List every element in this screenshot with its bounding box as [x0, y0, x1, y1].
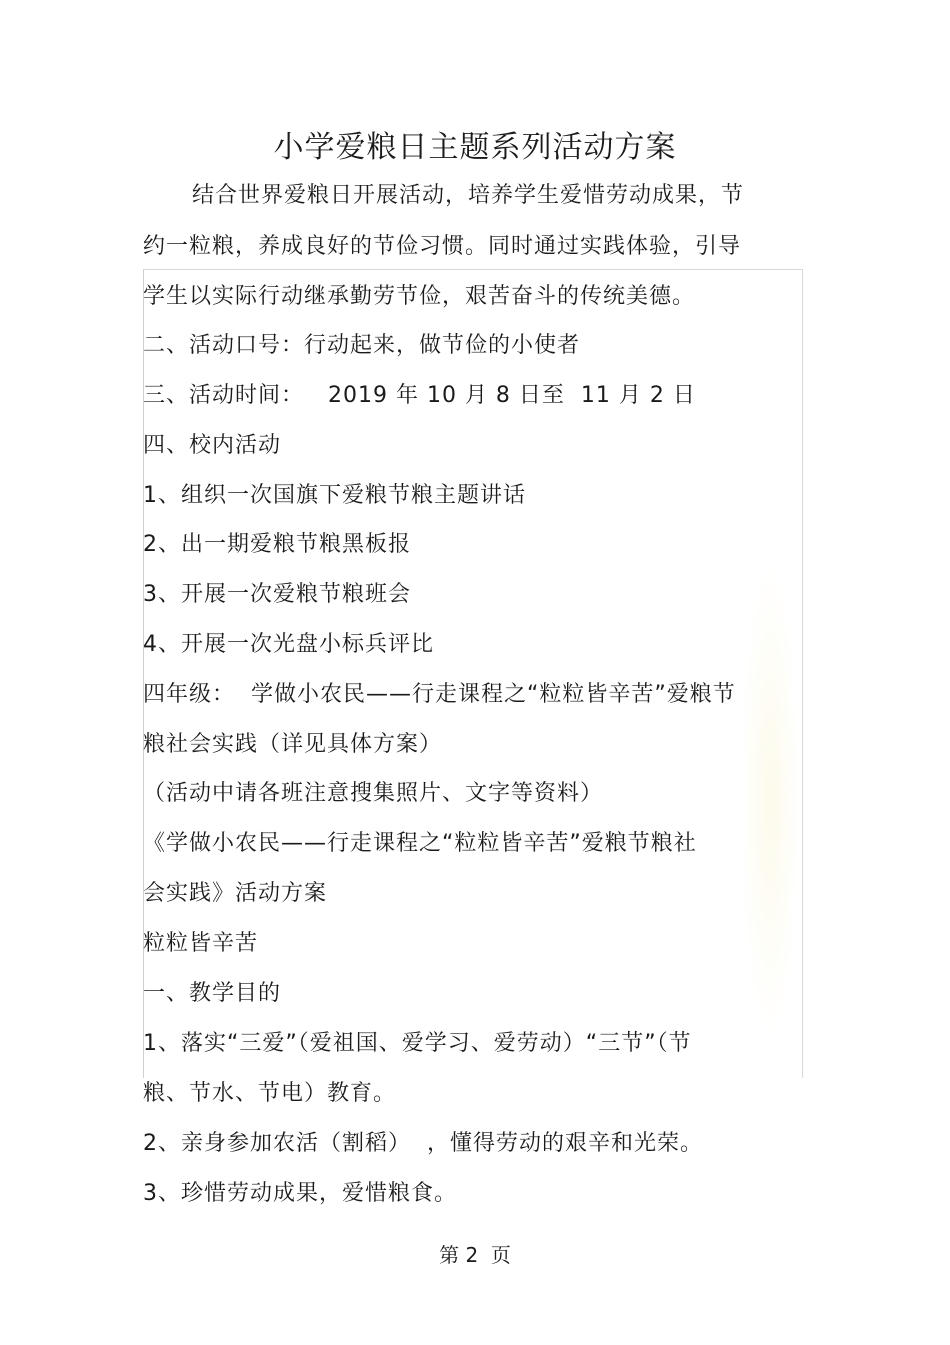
section-heading: 粒粒皆辛苦 — [143, 931, 259, 956]
paragraph-line: 学生以实际行动继承勤劳节俭，艰苦奋斗的传统美德。 — [143, 284, 696, 309]
paragraph-line: 四年级： 学做小农民——行走课程之“粒粒皆辛苦”爱粮节 — [143, 682, 736, 707]
paragraph-line: 《学做小农民——行走课程之“粒粒皆辛苦”爱粮节粮社 — [143, 831, 697, 856]
section-heading: 三、活动时间： 2019 年 10 月 8 日至 11 月 2 日 — [143, 383, 696, 408]
list-item: 3、开展一次爱粮节粮班会 — [143, 582, 411, 607]
paragraph-line: 会实践》活动方案 — [143, 881, 328, 906]
section-heading: 一、教学目的 — [143, 981, 282, 1006]
document-title: 小学爱粮日主题系列活动方案 — [273, 130, 677, 165]
list-item: 3、珍惜劳动成果，爱惜粮食。 — [143, 1181, 457, 1206]
list-item: 1、组织一次国旗下爱粮节粮主题讲话 — [143, 483, 526, 508]
list-item: 4、开展一次光盘小标兵评比 — [143, 632, 434, 657]
list-item: 粮、节水、节电）教育。 — [143, 1081, 397, 1106]
paragraph-line: 约一粒粮，养成良好的节俭习惯。同时通过实践体验，引导 — [143, 234, 742, 259]
paragraph-line: （活动中请各班注意搜集照片、文字等资料） — [143, 781, 604, 806]
list-item: 2、亲身参加农活（割稻） ，懂得劳动的艰辛和光荣。 — [143, 1131, 703, 1156]
page-number: 第 2 页 — [439, 1243, 511, 1267]
section-heading: 二、活动口号：行动起来，做节俭的小使者 — [143, 333, 581, 358]
list-item: 2、出一期爱粮节粮黑板报 — [143, 532, 411, 557]
section-heading: 四、校内活动 — [143, 433, 282, 458]
faint-watermark — [740, 560, 800, 1040]
paragraph-line: 结合世界爱粮日开展活动，培养学生爱惜劳动成果，节 — [192, 183, 745, 208]
paragraph-line: 粮社会实践（详见具体方案） — [143, 732, 443, 757]
list-item: 1、落实“三爱”（爱祖国、爱学习、爱劳动）“三节”（节 — [143, 1031, 692, 1056]
